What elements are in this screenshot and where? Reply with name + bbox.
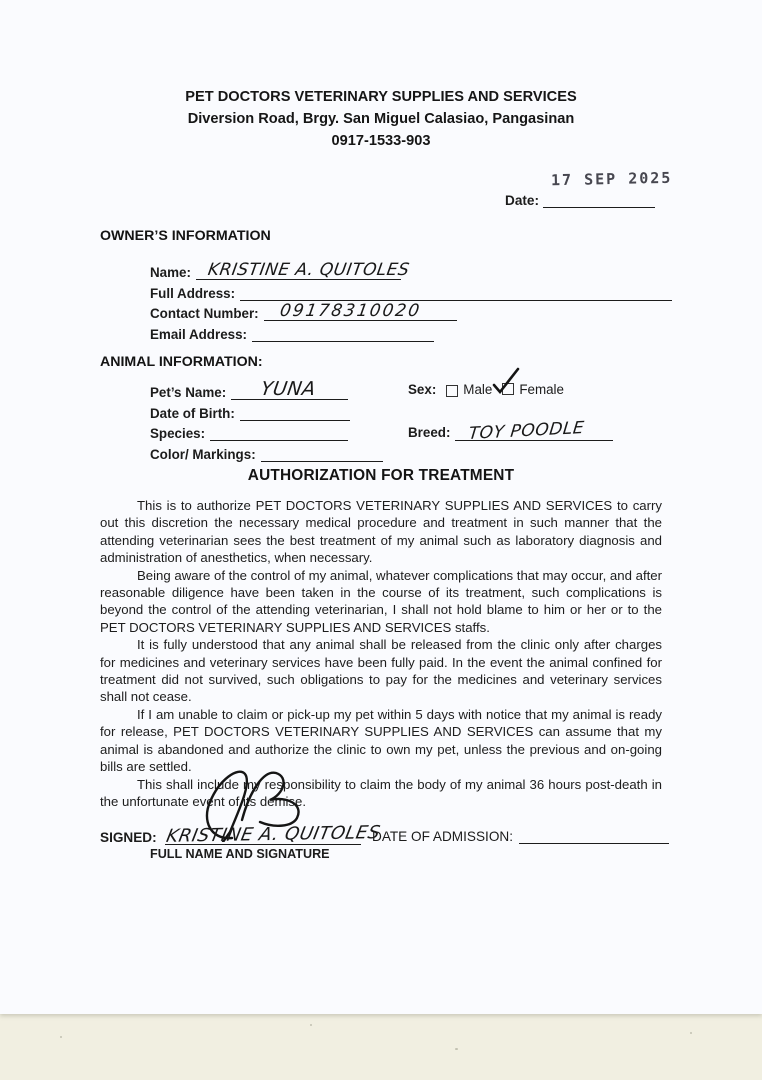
date-label: Date: (505, 193, 539, 208)
signature-caption: FULL NAME AND SIGNATURE (150, 847, 330, 861)
owner-email-row (150, 321, 672, 341)
pet-name-label: Pet’s Name: (150, 385, 227, 401)
authorization-title: AUTHORIZATION FOR TREATMENT (247, 467, 515, 484)
owner-contact-row (150, 301, 672, 321)
owner-fields (150, 260, 672, 342)
letterhead (0, 86, 762, 152)
owner-name-line (196, 260, 411, 281)
male-checkbox (446, 385, 458, 397)
owner-name-value: KRISTINE A. QUITOLES (206, 260, 411, 281)
admission-date-field (372, 828, 669, 844)
pet-name-row (150, 380, 383, 400)
signed-label: SIGNED: (100, 830, 157, 845)
female-label: Female (519, 382, 564, 397)
signed-name-value: KRISTINE A. QUITOLES (164, 822, 382, 847)
owner-info-heading: OWNER’S INFORMATION (100, 228, 271, 244)
authorization-paragraph: This shall include my responsibility to claim the body of my animal 36 hours post-death in the unfortunate event of its demise. (100, 776, 662, 809)
clinic-phone: 0917-1533-903 (331, 133, 431, 149)
owner-name-label: Name: (150, 265, 191, 281)
color-markings-label: Color/ Markings: (150, 446, 256, 462)
dob-label: Date of Birth: (150, 405, 235, 421)
date-field (505, 192, 655, 208)
admission-date-label: DATE OF ADMISSION: (372, 829, 513, 844)
dob-row (150, 400, 383, 420)
color-markings-row (150, 441, 383, 461)
sex-label: Sex: (408, 382, 437, 397)
breed-value: TOY POODLE (467, 418, 586, 444)
owner-contact-value: 09178310020 (278, 301, 423, 322)
breed-line (455, 418, 613, 444)
admission-date-line (519, 828, 669, 844)
owner-contact-label: Contact Number: (150, 306, 259, 322)
species-row (150, 421, 383, 441)
scanner-background (0, 1014, 762, 1080)
breed-field (408, 418, 613, 444)
owner-address-row (150, 280, 672, 300)
authorization-paragraph: If I am unable to claim or pick-up my pet within 5 days with notice that my animal is ready for release, PET DOCTORS VETERINARY SUPPLIES AND SERVICES can assume that my animal is abandoned and authorize the clinic to own my pet, unless the previous and on-going bills are settled. (100, 706, 662, 775)
owner-email-label: Email Address: (150, 326, 247, 342)
owner-address-label: Full Address: (150, 285, 236, 301)
animal-fields-left (150, 380, 383, 462)
signed-field (100, 822, 382, 847)
owner-name-row (150, 260, 672, 280)
pet-name-value: YUNA (259, 378, 318, 401)
clinic-name: PET DOCTORS VETERINARY SUPPLIES AND SERVICES (185, 89, 577, 105)
animal-info-heading: ANIMAL INFORMATION: (100, 354, 263, 370)
male-label: Male (463, 382, 493, 397)
authorization-body (100, 497, 662, 810)
authorization-paragraph: Being aware of the control of my animal, whatever complications that may occur, and after reasonable diligence have been taken in the course of its treatment, such complications is beyond the control of the attending veterinarian, I shall not hold blame to him or her or to the PET DOCTORS VETERINARY SUPPLIES AND SERVICES staffs. (100, 567, 662, 635)
date-line (543, 192, 655, 208)
pet-name-line (231, 378, 348, 401)
breed-label: Breed: (408, 424, 451, 440)
species-label: Species: (150, 426, 206, 442)
authorization-paragraph: It is fully understood that any animal shall be released from the clinic only after charges for medicines and veterinary services have been fully paid. In the event the animal confined for treatment did not survived, such obligations to pay for the medicines and veterinary services shall not cease. (100, 637, 662, 705)
owner-address-line (240, 284, 672, 301)
sex-field (408, 382, 564, 397)
owner-email-line (252, 325, 434, 342)
signed-line (164, 822, 382, 847)
date-stamp: 17 SEP 2025 (550, 168, 673, 190)
authorization-paragraph: This is to authorize PET DOCTORS VETERINARY SUPPLIES AND SERVICES to carry out this discretion the necessary medical procedure and treatment in such manner that the attending veterinarian sees the best treatment of my animal such as laboratory diagnosis and administration of anesthetics, when necessary. (100, 498, 662, 566)
female-checkbox (502, 383, 514, 395)
dob-line (240, 404, 350, 421)
owner-contact-line (264, 301, 457, 322)
species-line (210, 424, 348, 441)
color-markings-line (261, 445, 383, 462)
clinic-address: Diversion Road, Brgy. San Miguel Calasiao, Pangasinan (187, 111, 575, 127)
